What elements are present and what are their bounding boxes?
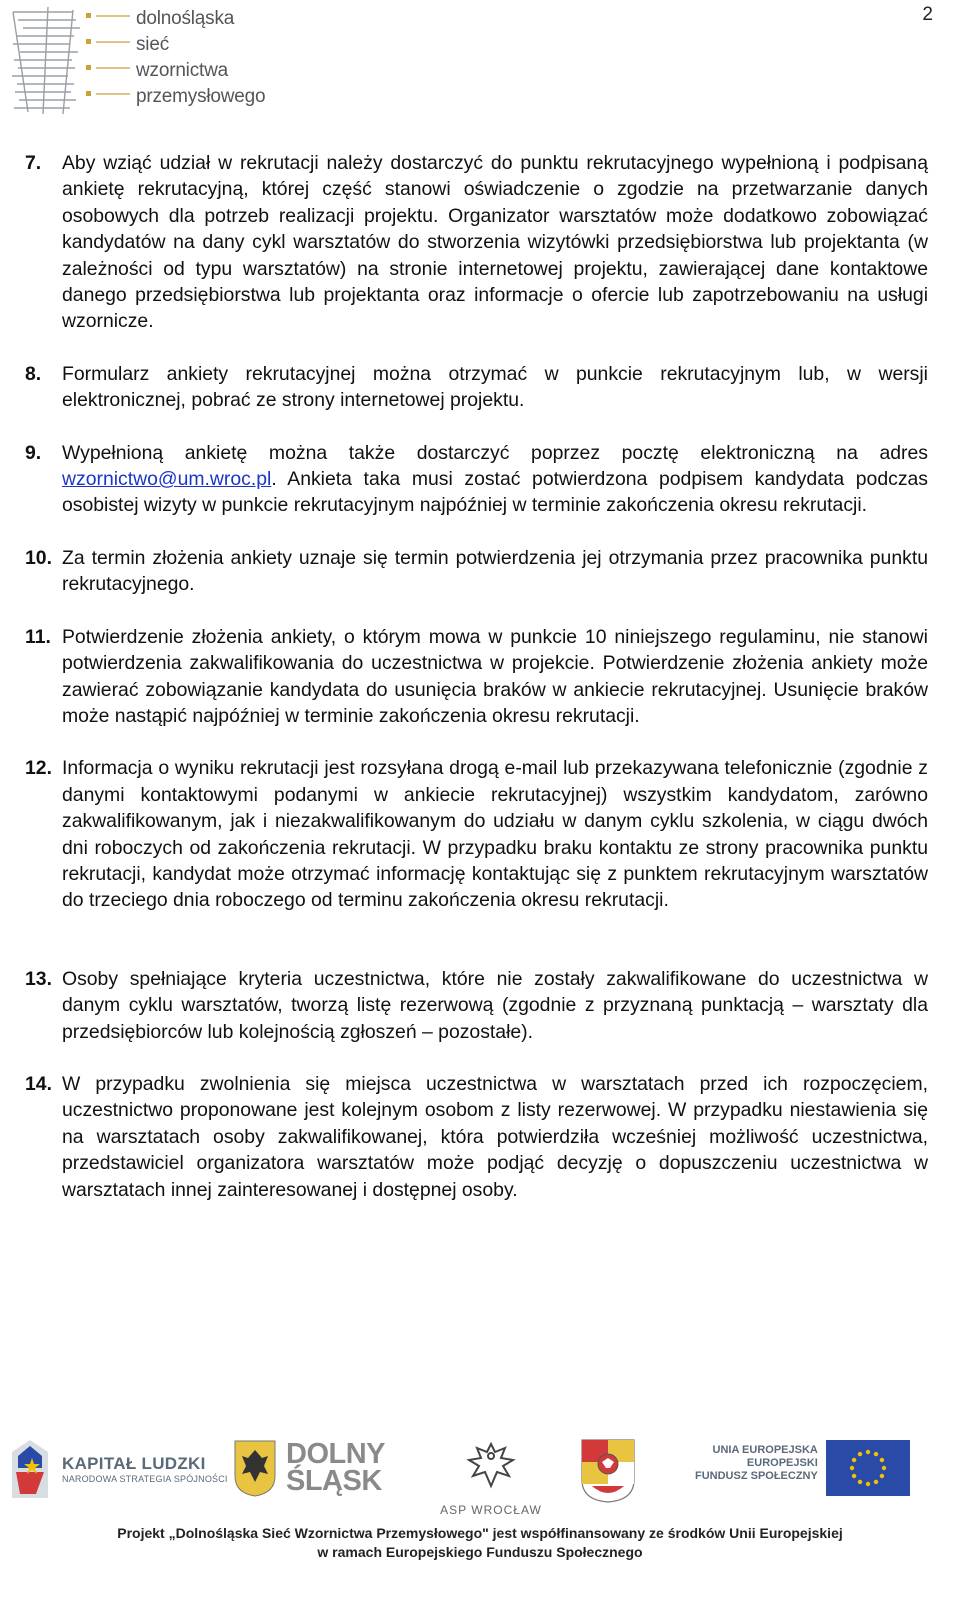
item-text [62,440,928,519]
list-item [25,545,928,598]
item-number: 9. [25,441,42,464]
item-text: Osoby spełniające kryteria uczestnictwa, które nie zostały zakwalifikowane do uczestnictwa w danym cyklu warsztatów, tworzą listę rezerwową (zgodnie z przyznaną punktacją – warsztaty dla przedsiębiorców lub kolejnością zgłoszeń – pozostałe). [62,967,928,1043]
item-text-after: . Ankieta taka musi zostać potwierdzona podpisem kandydata podczas osobistej wizyty w punkcie rekrutacyjnym najpóźniej w terminie zakończenia okresu rekrutacji. [62,468,928,517]
asp-eagle-icon [461,1438,521,1494]
item-text: W przypadku zwolnienia się miejsca uczestnictwa w warsztatach przed ich rozpoczęciem, uczestnictwo proponowane jest kolejnym osobom z listy rezerwowej. W przypadku niestawienia się na warsztatach osoby zakwalifikowanej, która potwierdziła wcześniej możliwość uczestnictwa, przedstawiciel organizatora warsztatów może podjąć decyzję o dopuszczeniu uczestnictwa w warsztatach innej zainteresowanej i dostępnej osoby. [62,1072,928,1201]
ue-line: UNIA EUROPEJSKA [712,1444,818,1456]
cofinancing-line: w ramach Europejskiego Funduszu Społecznego [317,1544,643,1560]
list-item [25,624,928,730]
item-number: 11. [25,625,51,648]
item-text: Potwierdzenie złożenia ankiety, o którym mowa w punkcie 10 niniejszego regulaminu, nie stanowi potwierdzenia zakwalifikowania do uczestnictwa w projekcie. Potwierdzenie złożenia ankiety może zawierać zobowiązanie kandydata do usunięcia braków w ankiecie rekrutacyjnej. Usunięcie braków może nastąpić najpóźniej w terminie zakończenia okresu rekrutacji. [62,625,928,727]
regulations-list [25,150,928,1229]
logo-line: sieć [136,34,169,55]
list-item [25,440,928,519]
asp-wroclaw-logo [436,1438,546,1517]
list-item [25,150,928,335]
wroclaw-crest-icon [580,1438,636,1504]
item-number: 10. [25,546,52,569]
header-logo [8,2,298,122]
cofinancing-line: Projekt „Dolnośląska Sieć Wzornictwa Przemysłowego" jest współfinansowany ze środków Unii Europejskiej [117,1525,843,1541]
list-item [25,361,928,414]
ue-line: FUNDUSZ SPOŁECZNY [695,1470,818,1482]
item-number: 8. [25,362,42,385]
eagle-crest-icon [232,1438,278,1498]
kapital-ludzki-logo [10,1438,228,1500]
slask-line: ŚLĄSK [286,1465,382,1497]
kapital-ludzki-icon [10,1438,50,1500]
network-logo-icon [8,2,133,122]
dolny-line: DOLNY [286,1438,385,1470]
eu-flag-icon [826,1440,910,1496]
item-number: 14. [25,1072,52,1095]
item-text: Za termin złożenia ankiety uznaje się termin potwierdzenia jej otrzymania przez pracownika punktu rekrutacyjnego. [62,546,928,596]
logo-line: wzornictwa [136,60,228,81]
footer [0,1430,960,1617]
item-text-before: Wypełnioną ankietę można także dostarczyć poprzez pocztę elektroniczną na adres [62,441,928,464]
logo-line: przemysłowego [136,86,266,107]
list-item [25,966,928,1045]
logo-line: dolnośląska [136,8,235,29]
asp-label: ASP WROCŁAW [440,1503,542,1517]
kapital-subtitle: NARODOWA STRATEGIA SPÓJNOŚCI [62,1474,228,1484]
item-number: 7. [25,152,42,174]
page-number: 2 [922,4,933,25]
cofinancing-note [0,1524,960,1562]
item-number: 13. [25,967,52,990]
item-text: Aby wziąć udział w rekrutacji należy dostarczyć do punktu rekrutacyjnego wypełnioną i podpisaną ankietę rekrutacyjną, której część stanowi oświadczenie o zgodzie na przetwarzanie danych osobowych dla potrzeb realizacji projektu. Organizator warsztatów może dodatkowo zobowiązać kandydatów na dany cykl warsztatów do stworzenia wizytówki przedsiębiorstwa lub projektanta (w zależności od typu warsztatów) na stronie internetowej projektu, zawierającej dane kontaktowe danego przedsiębiorstwa lub projektanta oraz informacje o ofercie lub zapotrzebowaniu na usługi wzornicze. [62,152,928,333]
list-item [25,755,928,913]
wroclaw-crest-logo [580,1438,636,1509]
logo-wordmark [136,6,265,110]
list-item [25,1071,928,1203]
dolny-slask-logo [232,1438,385,1498]
item-text: Informacja o wyniku rekrutacji jest rozsyłana drogą e-mail lub przekazywana telefonicznie (zgodnie z danymi kontaktowymi podanymi w ankiecie rekrutacyjnej) wszystkim kandydatom, zarówno zakwalifikowanym, jak i niezakwalifikowanym do udziału w danym cyklu szkolenia, w ciągu dwóch dni roboczych od zakończenia rekrutacji. W przypadku braku kontaktu ze strony pracownika punktu rekrutacji, kandydat może otrzymać informację kontaktując się z punktem rekrutacyjnym warsztatów do trzeciego dnia roboczego od terminu zakończenia okresu rekrutacji. [62,757,928,912]
ue-line: EUROPEJSKI [746,1457,818,1469]
kapital-title: KAPITAŁ LUDZKI [62,1454,206,1473]
email-link[interactable]: wzornictwo@um.wroc.pl [62,468,272,491]
item-number: 12. [25,757,52,780]
item-text: Formularz ankiety rekrutacyjnej można otrzymać w punkcie rekrutacyjnym lub, w wersji elektronicznej, pobrać ze strony internetowej projektu. [62,362,928,412]
eu-logo [695,1440,910,1496]
